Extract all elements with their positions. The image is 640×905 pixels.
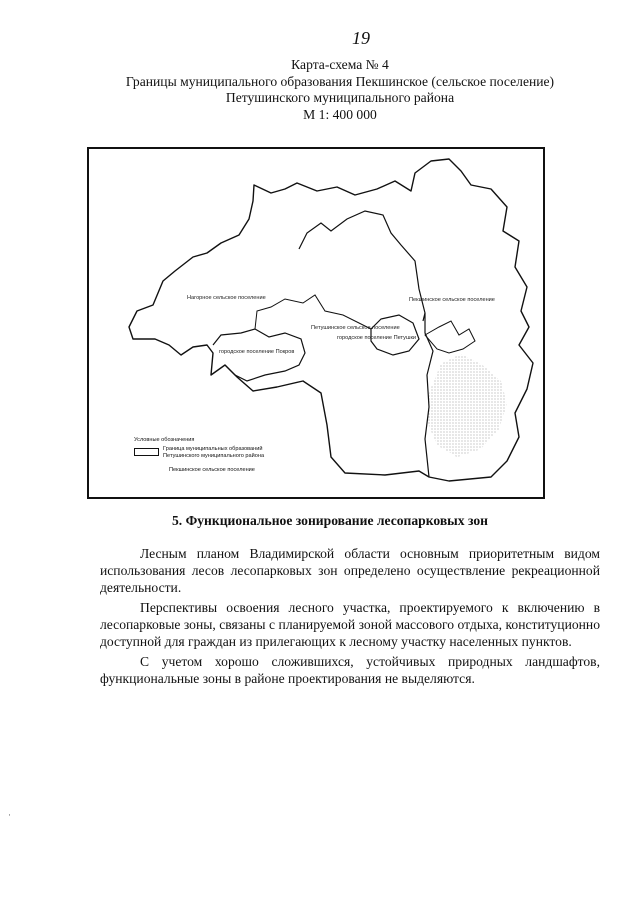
map-title-line-2: Границы муниципального образования Пекшинское (сельское поселение) bbox=[125, 73, 555, 89]
map-title-line-1: Карта-схема № 4 bbox=[291, 57, 389, 72]
paragraph-1: Лесным планом Владимирской области основным приоритетным видом использования лесов лесопарковых зон определено осуществление рекреационной деятельности. bbox=[100, 546, 600, 595]
page-number: 19 bbox=[352, 28, 370, 48]
section-heading: 5. Функциональное зонирование лесопарковых зон bbox=[171, 513, 489, 528]
label-petushki: городское поселение Петушки bbox=[337, 335, 417, 341]
paragraph-2: Перспективы освоения лесного участка, проектируемого к включению в лесопарковые зоны, связаны с планируемой зоной массового отдыха, конституционно доступной для граждан из прилегающих к лесному участку населенных пунктов. bbox=[100, 600, 600, 649]
legend-title: Условные обозначения bbox=[134, 437, 195, 443]
district-map bbox=[89, 149, 543, 497]
boundary-east-protrusion bbox=[425, 321, 475, 353]
label-pekshinskoe: Пекшинское сельское поселение bbox=[409, 297, 495, 303]
legend-item1-line2: Петушинского муниципального района bbox=[163, 453, 265, 459]
map-scale: М 1: 400 000 bbox=[303, 106, 377, 122]
label-petushinskoe: Петушинское сельское поселение bbox=[311, 325, 400, 331]
boundary-west-line bbox=[255, 295, 371, 329]
paragraph-3: С учетом хорошо сложившихся, устойчивых природных ландшафтов, функциональные зоны в районе проектирования не выделяются. bbox=[100, 654, 600, 686]
margin-mark: · bbox=[8, 810, 11, 820]
legend-item1-line1: Граница муниципальных образований bbox=[163, 446, 263, 452]
map-frame bbox=[87, 147, 545, 499]
map-title-line-3: Петушинского муниципального района bbox=[225, 90, 455, 105]
label-pokrov: городское поселение Покров bbox=[219, 349, 295, 355]
legend-swatch bbox=[134, 448, 159, 456]
legend-item2: Пекшинское сельское поселение bbox=[169, 467, 255, 473]
title-block bbox=[60, 57, 620, 123]
label-nagornoe: Нагорное сельское поселение bbox=[187, 295, 266, 301]
stippled-zone bbox=[427, 354, 507, 457]
body-text bbox=[100, 545, 600, 690]
boundary-nagornoe-petushinskoe bbox=[299, 211, 425, 321]
boundary-pokrov-town bbox=[213, 329, 305, 381]
